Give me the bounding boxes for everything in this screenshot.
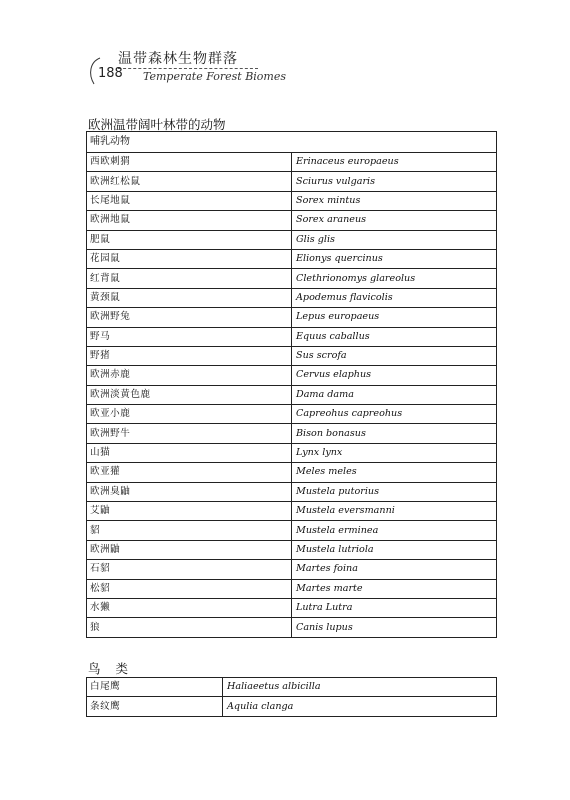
scientific-name-cell: Mustela lutriola (292, 540, 497, 559)
common-name-cell: 肥鼠 (87, 230, 292, 249)
table-row (87, 560, 497, 579)
scientific-name-cell: Canis lupus (292, 618, 497, 637)
common-name-cell: 欧亚獾 (87, 463, 292, 482)
common-name-cell: 欧洲鼬 (87, 540, 292, 559)
scientific-name-cell: Equus caballus (292, 327, 497, 346)
mammals-table (86, 131, 497, 638)
common-name-cell: 欧洲红松鼠 (87, 172, 292, 191)
common-name-cell: 欧亚小鹿 (87, 405, 292, 424)
common-name-cell: 欧洲臭鼬 (87, 482, 292, 501)
scientific-name-cell: Mustela erminea (292, 521, 497, 540)
common-name-cell: 欧洲野牛 (87, 424, 292, 443)
common-name-cell: 水獭 (87, 598, 292, 617)
table-row (87, 463, 497, 482)
scientific-name-cell: Dama dama (292, 385, 497, 404)
scientific-name-cell: Capreohus capreohus (292, 405, 497, 424)
table-row (87, 678, 497, 697)
table-row (87, 269, 497, 288)
common-name-cell: 山猫 (87, 443, 292, 462)
scientific-name-cell: Apodemus flavicolis (292, 288, 497, 307)
table-row (87, 211, 497, 230)
scientific-name-cell: Erinaceus europaeus (292, 153, 497, 172)
book-subtitle: Temperate Forest Biomes (143, 70, 287, 83)
table-row (87, 230, 497, 249)
category-label: 哺乳动物 (87, 132, 497, 153)
common-name-cell: 狼 (87, 618, 292, 637)
table-row (87, 482, 497, 501)
common-name-cell: 艾鼬 (87, 502, 292, 521)
common-name-cell: 松貂 (87, 579, 292, 598)
common-name-cell: 花园鼠 (87, 249, 292, 268)
table-row (87, 288, 497, 307)
book-title: 温带森林生物群落 (118, 51, 238, 67)
scientific-name-cell: Mustela eversmanni (292, 502, 497, 521)
table-row (87, 191, 497, 210)
scientific-name-cell: Bison bonasus (292, 424, 497, 443)
table-row (87, 172, 497, 191)
common-name-cell: 条纹鹰 (87, 697, 223, 716)
table-row (87, 405, 497, 424)
common-name-cell: 貂 (87, 521, 292, 540)
birds-heading-char-2: 类 (115, 661, 130, 676)
scientific-name-cell: Sorex araneus (292, 211, 497, 230)
scientific-name-cell: Clethrionomys glareolus (292, 269, 497, 288)
common-name-cell: 野猪 (87, 346, 292, 365)
scientific-name-cell: Mustela putorius (292, 482, 497, 501)
common-name-cell: 欧洲淡黄色鹿 (87, 385, 292, 404)
table-row (87, 366, 497, 385)
table-row (87, 579, 497, 598)
category-row (87, 132, 497, 153)
common-name-cell: 西欧刺猬 (87, 153, 292, 172)
scientific-name-cell: Martes foina (292, 560, 497, 579)
scientific-name-cell: Elionys quercinus (292, 249, 497, 268)
page-number: 188 (98, 66, 123, 81)
scientific-name-cell: Sorex mintus (292, 191, 497, 210)
scientific-name-cell: Lynx lynx (292, 443, 497, 462)
table-row (87, 385, 497, 404)
table-row (87, 424, 497, 443)
table-row (87, 443, 497, 462)
table-row (87, 327, 497, 346)
common-name-cell: 欧洲赤鹿 (87, 366, 292, 385)
section-heading-european-fauna: 欧洲温带阔叶林带的动物 (88, 117, 226, 132)
scientific-name-cell: Cervus elaphus (292, 366, 497, 385)
common-name-cell: 红背鼠 (87, 269, 292, 288)
section-heading-birds (88, 659, 129, 677)
table-row (87, 618, 497, 637)
scientific-name-cell: Glis glis (292, 230, 497, 249)
scientific-name-cell: Sciurus vulgaris (292, 172, 497, 191)
common-name-cell: 黄颈鼠 (87, 288, 292, 307)
common-name-cell: 野马 (87, 327, 292, 346)
common-name-cell: 白尾鹰 (87, 678, 223, 697)
table-row (87, 502, 497, 521)
table-row (87, 697, 497, 716)
scientific-name-cell: Meles meles (292, 463, 497, 482)
birds-table (86, 677, 497, 717)
scientific-name-cell: Lepus europaeus (292, 308, 497, 327)
scientific-name-cell: Aqulia clanga (223, 697, 497, 716)
table-row (87, 308, 497, 327)
scientific-name-cell: Sus scrofa (292, 346, 497, 365)
scientific-name-cell: Lutra Lutra (292, 598, 497, 617)
header-divider (118, 68, 258, 69)
birds-heading-char-1: 鸟 (88, 661, 102, 676)
common-name-cell: 欧洲野兔 (87, 308, 292, 327)
common-name-cell: 欧洲地鼠 (87, 211, 292, 230)
scientific-name-cell: Haliaeetus albicilla (223, 678, 497, 697)
table-row (87, 598, 497, 617)
scientific-name-cell: Martes marte (292, 579, 497, 598)
table-row (87, 521, 497, 540)
table-row (87, 153, 497, 172)
common-name-cell: 石貂 (87, 560, 292, 579)
table-row (87, 249, 497, 268)
common-name-cell: 长尾地鼠 (87, 191, 292, 210)
table-row (87, 540, 497, 559)
table-row (87, 346, 497, 365)
